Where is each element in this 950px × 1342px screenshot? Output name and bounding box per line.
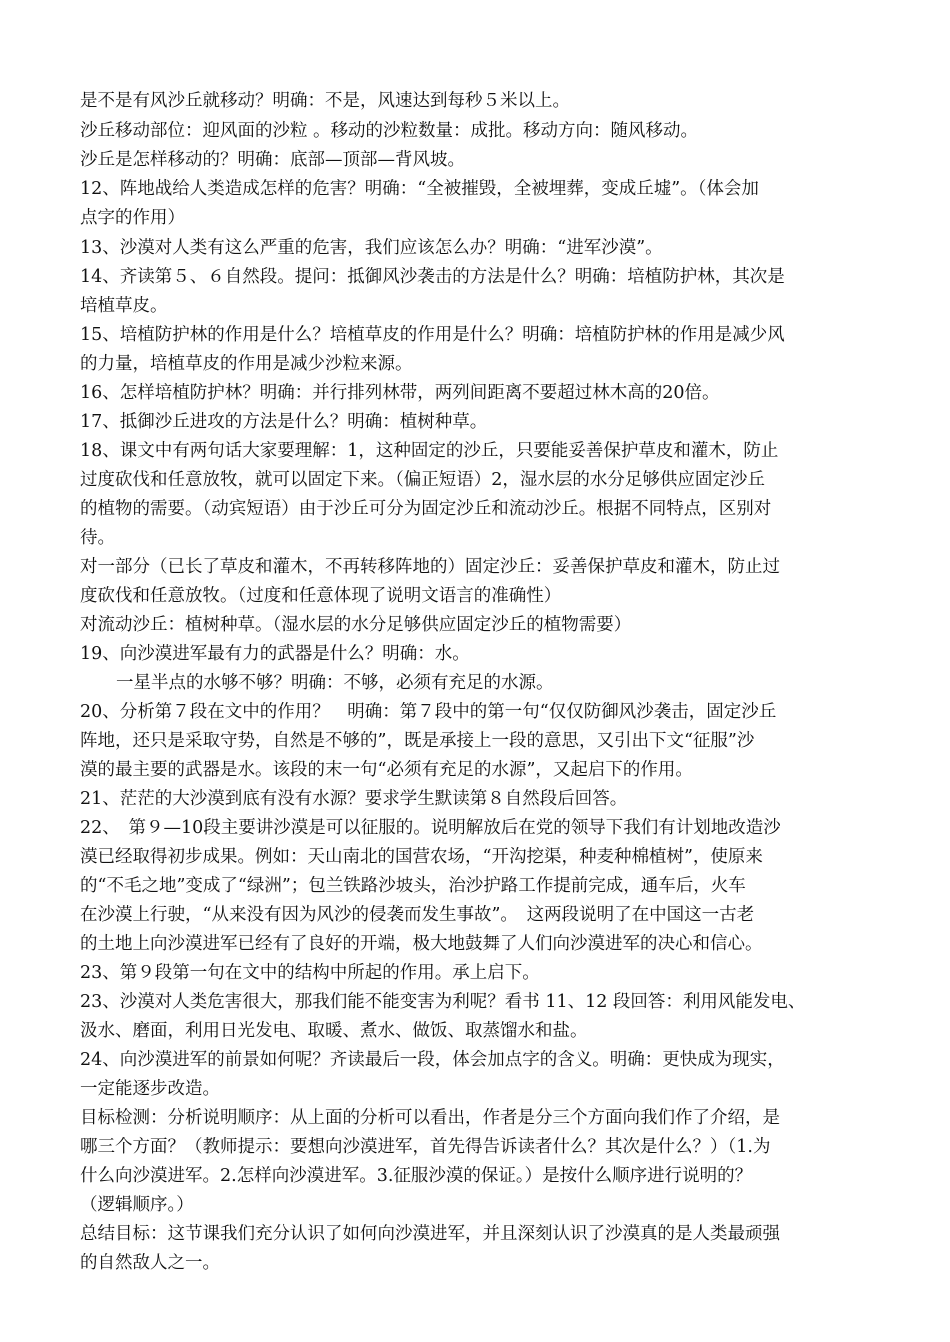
- text-line: 12、阵地战给人类造成怎样的危害？明确：“全被摧毁，全被埋葬，变成丘墟”。（体会加: [80, 179, 759, 199]
- text-line: 22、 第９—10段主要讲沙漠是可以征服的。说明解放后在党的领导下我们有计划地改造沙: [80, 818, 781, 838]
- text-line: 23、沙漠对人类危害很大，那我们能不能变害为利呢？看书 11、12 段回答：利用风能发电、: [80, 992, 806, 1012]
- text-line: 的“不毛之地”变成了“绿洲”；包兰铁路沙坡头，治沙护路工作提前完成，通车后，火车: [80, 876, 746, 896]
- text-line: 17、抵御沙丘进攻的方法是什么？明确：植树种草。: [80, 412, 488, 432]
- text-line: 汲水、磨面，利用日光发电、取暖、煮水、做饭、取蒸馏水和盐。: [80, 1021, 588, 1041]
- text-line: 在沙漠上行驶，“从来没有因为风沙的侵袭而发生事故”。 这两段说明了在中国这一古老: [80, 905, 755, 925]
- text-line: 19、向沙漠进军最有力的武器是什么？明确：水。: [80, 644, 470, 664]
- text-line: 的植物的需要。（动宾短语）由于沙丘可分为固定沙丘和流动沙丘。根据不同特点，区别对: [80, 499, 772, 519]
- text-line: 一星半点的水够不够？明确：不够，必须有充足的水源。: [116, 673, 554, 693]
- text-line: 的力量，培植草皮的作用是减少沙粒来源。: [80, 354, 413, 374]
- text-line: 点字的作用）: [80, 208, 185, 228]
- text-line: 阵地，还只是采取守势，自然是不够的”，既是承接上一段的意思，又引出下文“征服”沙: [80, 731, 755, 751]
- text-line: 总结目标：这节课我们充分认识了如何向沙漠进军，并且深刻认识了沙漠真的是人类最顽强: [80, 1224, 780, 1244]
- text-line: 过度砍伐和任意放牧，就可以固定下来。（偏正短语）2，湿水层的水分足够供应固定沙丘: [80, 470, 765, 490]
- text-line: 是不是有风沙丘就移动？明确：不是，风速达到每秒５米以上。: [80, 91, 570, 111]
- text-line: 对流动沙丘：植树种草。（湿水层的水分足够供应固定沙丘的植物需要）: [80, 615, 632, 635]
- text-line: 目标检测：分析说明顺序：从上面的分析可以看出，作者是分三个方面向我们作了介绍，是: [80, 1108, 780, 1128]
- text-line: 20、分析第７段在文中的作用？ 明确：第７段中的第一句“仅仅防御风沙袭击，固定沙丘: [80, 702, 777, 722]
- text-line: 的土地上向沙漠进军已经有了良好的开端，极大地鼓舞了人们向沙漠进军的决心和信心。: [80, 934, 763, 954]
- text-line: 15、培植防护林的作用是什么？培植草皮的作用是什么？明确：培植防护林的作用是减少风: [80, 325, 785, 345]
- text-line: 沙丘是怎样移动的？明确：底部—顶部—背风坡。: [80, 150, 465, 170]
- text-line: 24、向沙漠进军的前景如何呢？齐读最后一段，体会加点字的含义。明确：更快成为现实，: [80, 1050, 785, 1070]
- text-line: 漠的最主要的武器是水。该段的末一句“必须有充足的水源”，又起启下的作用。: [80, 760, 693, 780]
- text-line: 培植草皮。: [80, 296, 168, 316]
- text-line: 18、课文中有两句话大家要理解：1，这种固定的沙丘，只要能妥善保护草皮和灌木，防止: [80, 441, 779, 461]
- text-line: 一定能逐步改造。: [80, 1079, 220, 1099]
- text-line: 14、齐读第５、６自然段。提问：抵御风沙袭击的方法是什么？明确：培植防护林，其次是: [80, 267, 785, 287]
- text-line: 23、第９段第一句在文中的结构中所起的作用。承上启下。: [80, 963, 540, 983]
- text-line: 沙丘移动部位：迎风面的沙粒 。移动的沙粒数量：成批。移动方向：随风移动。: [80, 121, 699, 141]
- text-line: 漠已经取得初步成果。例如：天山南北的国营农场，“开沟挖渠，种麦种棉植树”，使原来: [80, 847, 763, 867]
- text-line: 13、沙漠对人类有这么严重的危害，我们应该怎么办？明确：“进军沙漠”。: [80, 238, 663, 258]
- text-line: 什么向沙漠进军。2.怎样向沙漠进军。3.征服沙漠的保证。）是按什么顺序进行说明的？: [80, 1166, 753, 1186]
- text-line: 16、怎样培植防护林？明确：并行排列林带，两列间距离不要超过林木高的20倍。: [80, 383, 720, 403]
- text-line: 哪三个方面？（教师提示：要想向沙漠进军，首先得告诉读者什么？其次是什么？）（1.为: [80, 1137, 771, 1157]
- text-line: 度砍伐和任意放牧。（过度和任意体现了说明文语言的准确性）: [80, 586, 562, 606]
- text-line: （逻辑顺序。）: [80, 1195, 194, 1215]
- text-line: 待。: [80, 528, 115, 548]
- text-line: 对一部分（已长了草皮和灌木，不再转移阵地的）固定沙丘：妥善保护草皮和灌木，防止过: [80, 557, 780, 577]
- text-line: 21、茫茫的大沙漠到底有没有水源？要求学生默读第８自然段后回答。: [80, 789, 628, 809]
- text-line: 的自然敌人之一。: [80, 1253, 220, 1273]
